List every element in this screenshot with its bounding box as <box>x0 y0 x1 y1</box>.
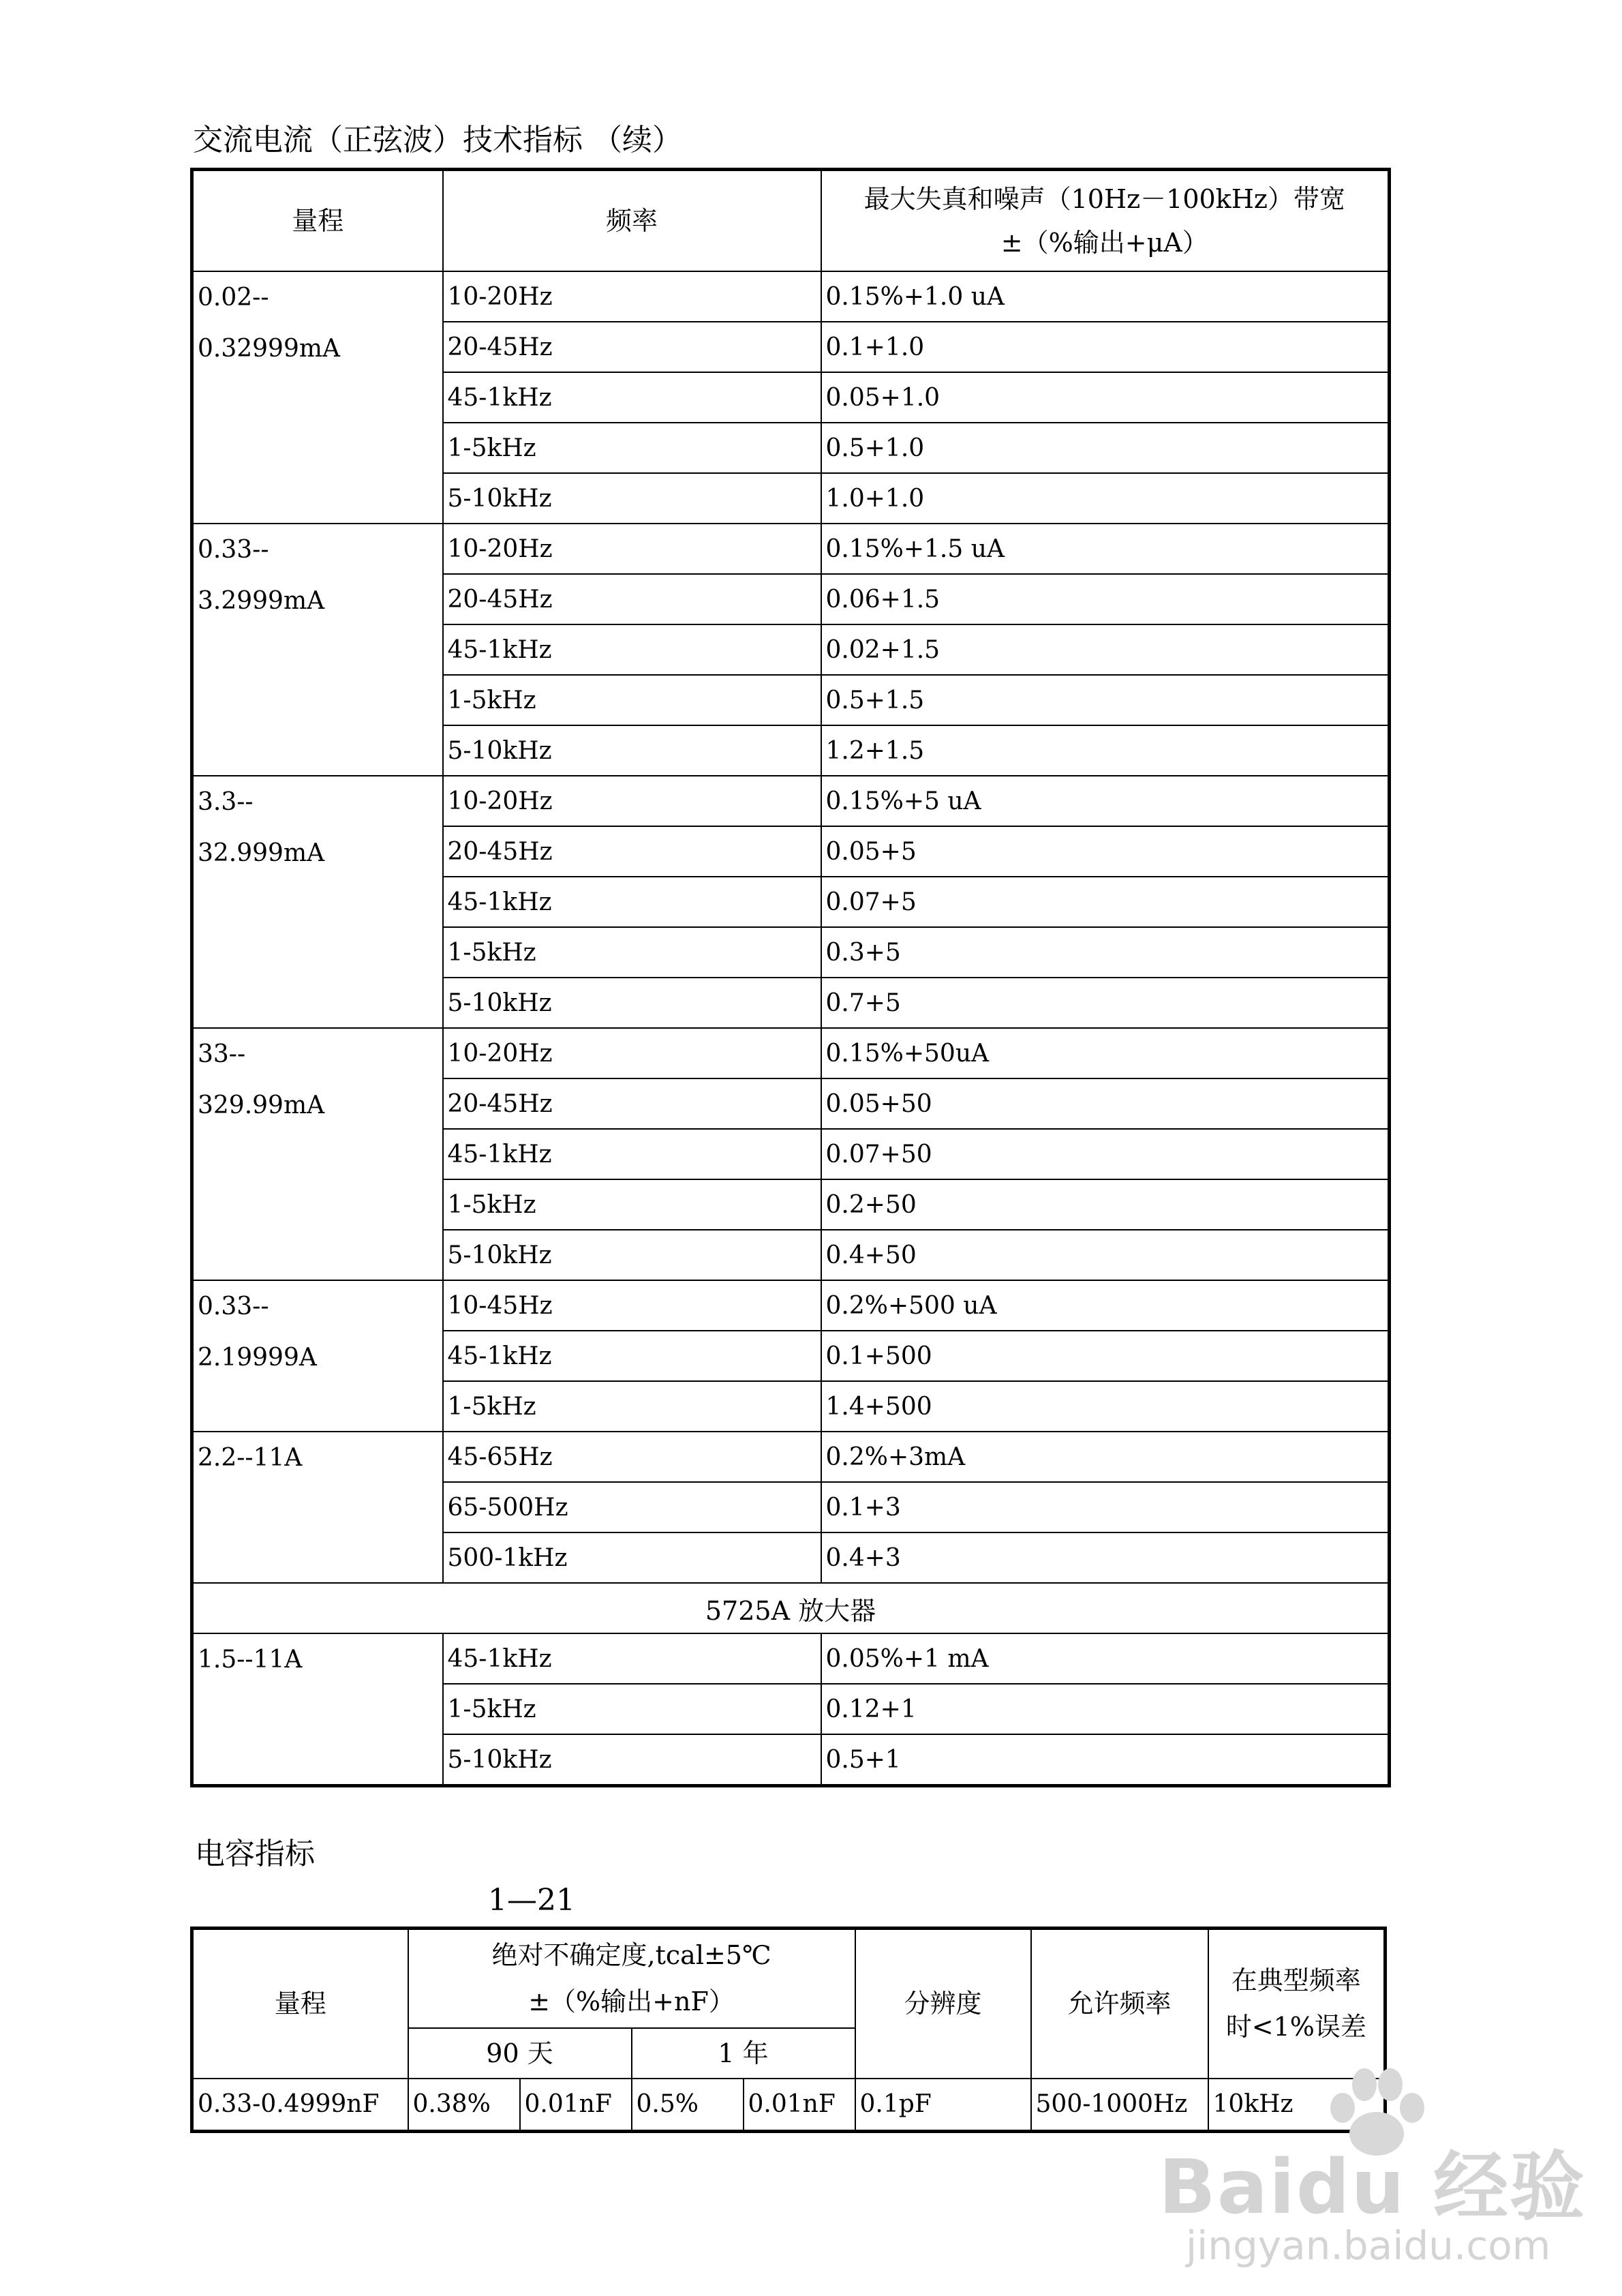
table-row <box>192 271 1390 322</box>
baidu-jingyan-watermark <box>1159 2066 1595 2284</box>
spec-value-cell: 0.7+5 <box>821 978 1390 1028</box>
table-number: 1—21 <box>488 1883 575 1918</box>
spec-value-cell: 1.2+1.5 <box>821 725 1390 776</box>
frequency-cell: 5-10kHz <box>443 473 821 524</box>
spec-value-cell: 0.15%+1.5 uA <box>821 524 1390 574</box>
frequency-cell: 45-1kHz <box>443 1129 821 1179</box>
spec-value-cell: 0.1+3 <box>821 1482 1390 1532</box>
range-cell <box>192 524 443 776</box>
frequency-cell: 10-45Hz <box>443 1280 821 1331</box>
spec-value-cell: 0.2+50 <box>821 1179 1390 1230</box>
table-row <box>192 1432 1390 1482</box>
frequency-cell: 45-1kHz <box>443 624 821 675</box>
spec-value-cell: 0.1+1.0 <box>821 322 1390 372</box>
spec-value-cell: 0.06+1.5 <box>821 574 1390 624</box>
spec-value-cell: 0.12+1 <box>821 1684 1390 1734</box>
frequency-cell: 20-45Hz <box>443 574 821 624</box>
range-line2: 3.2999mA <box>198 587 325 615</box>
header-range: 量程 <box>192 170 443 272</box>
table-row <box>192 1280 1390 1331</box>
spec-value-cell: 0.2%+3mA <box>821 1432 1390 1482</box>
table-row <box>192 1028 1390 1078</box>
spec-value-cell: 1.4+500 <box>821 1381 1390 1432</box>
section-title-capacitance: 电容指标 <box>195 1837 315 1871</box>
range-line1: 33-- <box>198 1040 246 1068</box>
amplifier-label: 5725A 放大器 <box>192 1583 1390 1633</box>
range-line1: 0.02-- <box>198 284 269 312</box>
frequency-cell: 5-10kHz <box>443 978 821 1028</box>
section-title-ac-current: 交流电流（正弦波）技术指标 （续） <box>193 123 682 157</box>
frequency-cell: 1-5kHz <box>443 1684 821 1734</box>
frequency-cell: 10-20Hz <box>443 524 821 574</box>
amplifier-section-row <box>192 1583 1390 1633</box>
watermark-url: jingyan.baidu.com <box>1186 2222 1551 2269</box>
frequency-cell: 5-10kHz <box>443 725 821 776</box>
frequency-cell: 10-20Hz <box>443 776 821 826</box>
table-row <box>192 1633 1390 1684</box>
table-header-row <box>192 170 1390 272</box>
cap-header-typical <box>1208 1929 1386 2079</box>
range-cell <box>192 1028 443 1280</box>
frequency-cell: 1-5kHz <box>443 675 821 725</box>
frequency-cell: 45-1kHz <box>443 877 821 927</box>
header-frequency: 频率 <box>443 170 821 272</box>
spec-value-cell: 0.05+5 <box>821 826 1390 877</box>
cap-header-typical-line1: 在典型频率 <box>1231 1965 1361 1996</box>
spec-value-cell: 0.15%+50uA <box>821 1028 1390 1078</box>
cap-header-uncertainty-line1: 绝对不确定度,tcal±5℃ <box>491 1940 771 1971</box>
frequency-cell: 20-45Hz <box>443 826 821 877</box>
cap-cell-1y-pct: 0.5% <box>632 2079 744 2132</box>
cap-header-range: 量程 <box>192 1929 408 2079</box>
cap-header-uncertainty <box>408 1929 855 2028</box>
table-row <box>192 524 1390 574</box>
range-line2: 32.999mA <box>198 839 325 867</box>
spec-value-cell: 0.4+50 <box>821 1230 1390 1280</box>
cap-cell-90d-nf: 0.01nF <box>520 2079 632 2132</box>
frequency-cell: 20-45Hz <box>443 1078 821 1129</box>
frequency-cell: 65-500Hz <box>443 1482 821 1532</box>
frequency-cell: 45-1kHz <box>443 1633 821 1684</box>
cap-header-typical-line2: 时<1%误差 <box>1225 2012 1366 2042</box>
cap-cell-typical: 10kHz <box>1208 2079 1386 2132</box>
cap-header-uncertainty-line2: ±（%输出+nF） <box>528 1987 735 2017</box>
frequency-cell: 20-45Hz <box>443 322 821 372</box>
spec-value-cell: 0.07+5 <box>821 877 1390 927</box>
spec-value-cell: 0.15%+5 uA <box>821 776 1390 826</box>
spec-value-cell: 0.5+1.0 <box>821 423 1390 473</box>
range-line2: 2.19999A <box>198 1344 317 1372</box>
cap-header-1year: 1 年 <box>632 2028 855 2079</box>
spec-value-cell: 0.02+1.5 <box>821 624 1390 675</box>
table-body <box>192 271 1390 1786</box>
frequency-cell: 10-20Hz <box>443 271 821 322</box>
cap-cell-1y-nf: 0.01nF <box>744 2079 855 2132</box>
spec-value-cell: 0.05%+1 mA <box>821 1633 1390 1684</box>
spec-value-cell: 0.07+50 <box>821 1129 1390 1179</box>
spec-value-cell: 0.05+1.0 <box>821 372 1390 423</box>
header-distortion-line2: ±（%输出+μA） <box>1000 228 1208 258</box>
frequency-cell: 1-5kHz <box>443 423 821 473</box>
range-cell <box>192 1280 443 1432</box>
frequency-cell: 1-5kHz <box>443 1381 821 1432</box>
cap-cell-frequency: 500-1000Hz <box>1031 2079 1208 2132</box>
frequency-cell: 500-1kHz <box>443 1532 821 1583</box>
cap-cell-90d-pct: 0.38% <box>408 2079 520 2132</box>
cap-cell-range: 0.33-0.4999nF <box>192 2079 408 2132</box>
frequency-cell: 10-20Hz <box>443 1028 821 1078</box>
range-line2: 0.32999mA <box>198 335 341 363</box>
frequency-cell: 5-10kHz <box>443 1734 821 1786</box>
range-line1: 2.2--11A <box>198 1444 303 1472</box>
spec-value-cell: 0.3+5 <box>821 927 1390 978</box>
range-cell <box>192 1432 443 1583</box>
range-line1: 0.33-- <box>198 1293 269 1320</box>
cap-cell-resolution: 0.1pF <box>855 2079 1031 2132</box>
ac-current-spec-table <box>190 168 1391 1787</box>
spec-value-cell: 0.5+1.5 <box>821 675 1390 725</box>
table-row <box>192 776 1390 826</box>
spec-value-cell: 0.05+50 <box>821 1078 1390 1129</box>
range-line1: 3.3-- <box>198 788 254 816</box>
header-distortion-line1: 最大失真和噪声（10Hz－100kHz）带宽 <box>863 184 1345 214</box>
range-cell <box>192 776 443 1028</box>
frequency-cell: 45-65Hz <box>443 1432 821 1482</box>
header-distortion-noise <box>821 170 1390 272</box>
frequency-cell: 1-5kHz <box>443 927 821 978</box>
cap-header-90days: 90 天 <box>408 2028 632 2079</box>
cap-header-frequency: 允许频率 <box>1031 1929 1208 2079</box>
frequency-cell: 45-1kHz <box>443 372 821 423</box>
spec-value-cell: 0.5+1 <box>821 1734 1390 1786</box>
range-line1: 1.5--11A <box>198 1646 303 1674</box>
cap-header-resolution: 分辨度 <box>855 1929 1031 2079</box>
range-cell <box>192 1633 443 1786</box>
range-cell <box>192 271 443 524</box>
frequency-cell: 5-10kHz <box>443 1230 821 1280</box>
watermark-logo-text: Baidu 经验 <box>1159 2143 1587 2231</box>
range-line1: 0.33-- <box>198 536 269 564</box>
range-line2: 329.99mA <box>198 1091 325 1119</box>
spec-value-cell: 1.0+1.0 <box>821 473 1390 524</box>
spec-value-cell: 0.15%+1.0 uA <box>821 271 1390 322</box>
frequency-cell: 1-5kHz <box>443 1179 821 1230</box>
frequency-cell: 45-1kHz <box>443 1331 821 1381</box>
spec-value-cell: 0.4+3 <box>821 1532 1390 1583</box>
spec-value-cell: 0.1+500 <box>821 1331 1390 1381</box>
spec-value-cell: 0.2%+500 uA <box>821 1280 1390 1331</box>
